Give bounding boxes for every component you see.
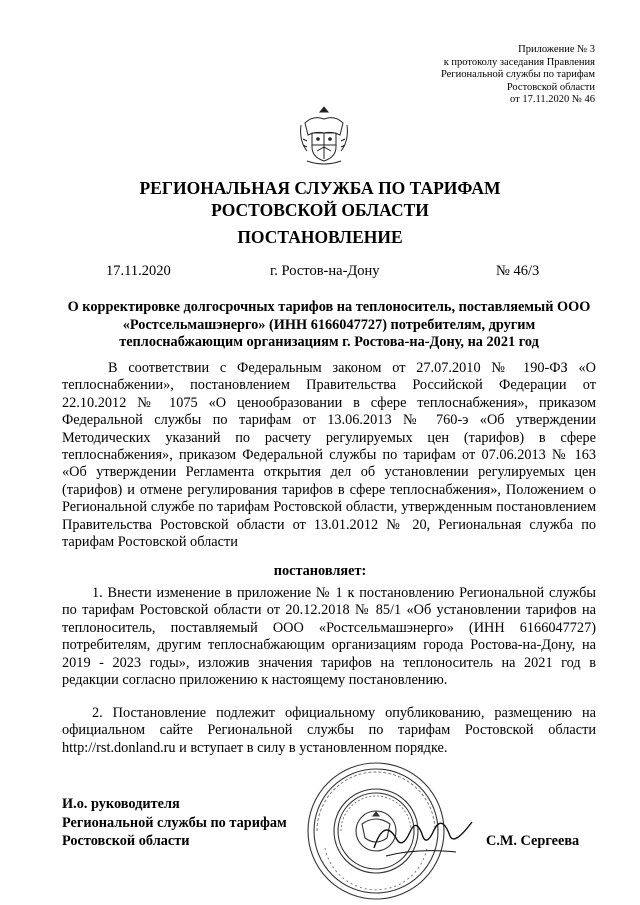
document-city: г. Ростов-на-Дону bbox=[270, 263, 380, 279]
coat-of-arms-icon bbox=[297, 103, 351, 169]
appendix-line: Ростовской области bbox=[506, 81, 595, 93]
document-subject: О корректировке долгосрочных тарифов на теплоноситель, поставляемый ООО «Ростсельмашэнерго» (ИНН 6166047727) потребителям, другим теплоснабжающим организациям г. Ростова-на-Дону, на 2021 год bbox=[67, 299, 591, 350]
document-type: ПОСТАНОВЛЕНИЕ bbox=[237, 227, 403, 247]
appendix-line: Региональной службы по тарифам bbox=[440, 69, 595, 81]
appendix-line: к протоколу заседания Правления bbox=[443, 56, 595, 68]
preamble-paragraph: В соответствии с Федеральным законом от 27.07.2010 № 190-ФЗ «О теплоснабжении», постановлением Правительства Российской Федерации от 22.10.2012 № 1075 «О ценообразовании в сфере теплоснабжения», приказом Федеральной службы по тарифам от 13.06.2013 № 760-э «Об утверждении Методических указаний по расчету регулируемых цен (тарифов) в сфере теплоснабжения», приказом Федеральной службы по тарифам от 07.06.2013 № 163 «Об утверждении Регламента открытия дел об установлении регулируемых цен (тарифов) и отмене регулирования тарифов в сфере теплоснабжения», Положением о Региональной службе по тарифам Ростовской области, утвержденным постановлением Правительства Ростовской области от 13.01.2012 № 20, Региональная служба по тарифам Ростовской области bbox=[62, 360, 596, 551]
document-number: № 46/3 bbox=[496, 263, 540, 279]
signatory-title-line: И.о. руководителя bbox=[62, 796, 180, 812]
item-1-paragraph: 1. Внести изменение в приложение № 1 к постановлению Региональной службы по тарифам Ростовской области от 20.12.2018 № 85/1 «Об установлении тарифов на теплоноситель, поставляемый ООО «Ростсельмашэнерго» (ИНН 6166047727) потребителям, другим теплоснабжающим организациям города Ростова-на-Дону, на 2019 - 2023 годы», изложив значения тарифов на теплоноситель на 2021 год в редакции согласно приложению к настоящему постановлению. bbox=[62, 585, 596, 689]
document-date: 17.11.2020 bbox=[106, 263, 171, 279]
organization-title-line: РЕГИОНАЛЬНАЯ СЛУЖБА ПО ТАРИФАМ bbox=[139, 178, 501, 198]
signatory-title-line: Региональной службы по тарифам bbox=[62, 814, 287, 831]
item-2-paragraph: 2. Постановление подлежит официальному опубликованию, размещению на официальном сайте Региональной службы по тарифам Ростовской области http://rst.donland.ru и вступает в силу в установленном порядке. bbox=[62, 705, 596, 756]
signature-block bbox=[62, 795, 287, 851]
organization-title bbox=[0, 177, 640, 221]
signatory-name: С.М. Сергеева bbox=[486, 833, 580, 849]
resolves-heading: постановляет: bbox=[273, 563, 367, 579]
appendix-line: от 17.11.2020 № 46 bbox=[510, 94, 595, 106]
signatory-title-line: Ростовской области bbox=[62, 833, 190, 849]
appendix-line: Приложение № 3 bbox=[518, 44, 595, 55]
handwritten-signature bbox=[368, 808, 480, 866]
appendix-note bbox=[355, 44, 595, 107]
organization-title-line: РОСТОВСКОЙ ОБЛАСТИ bbox=[211, 200, 429, 220]
